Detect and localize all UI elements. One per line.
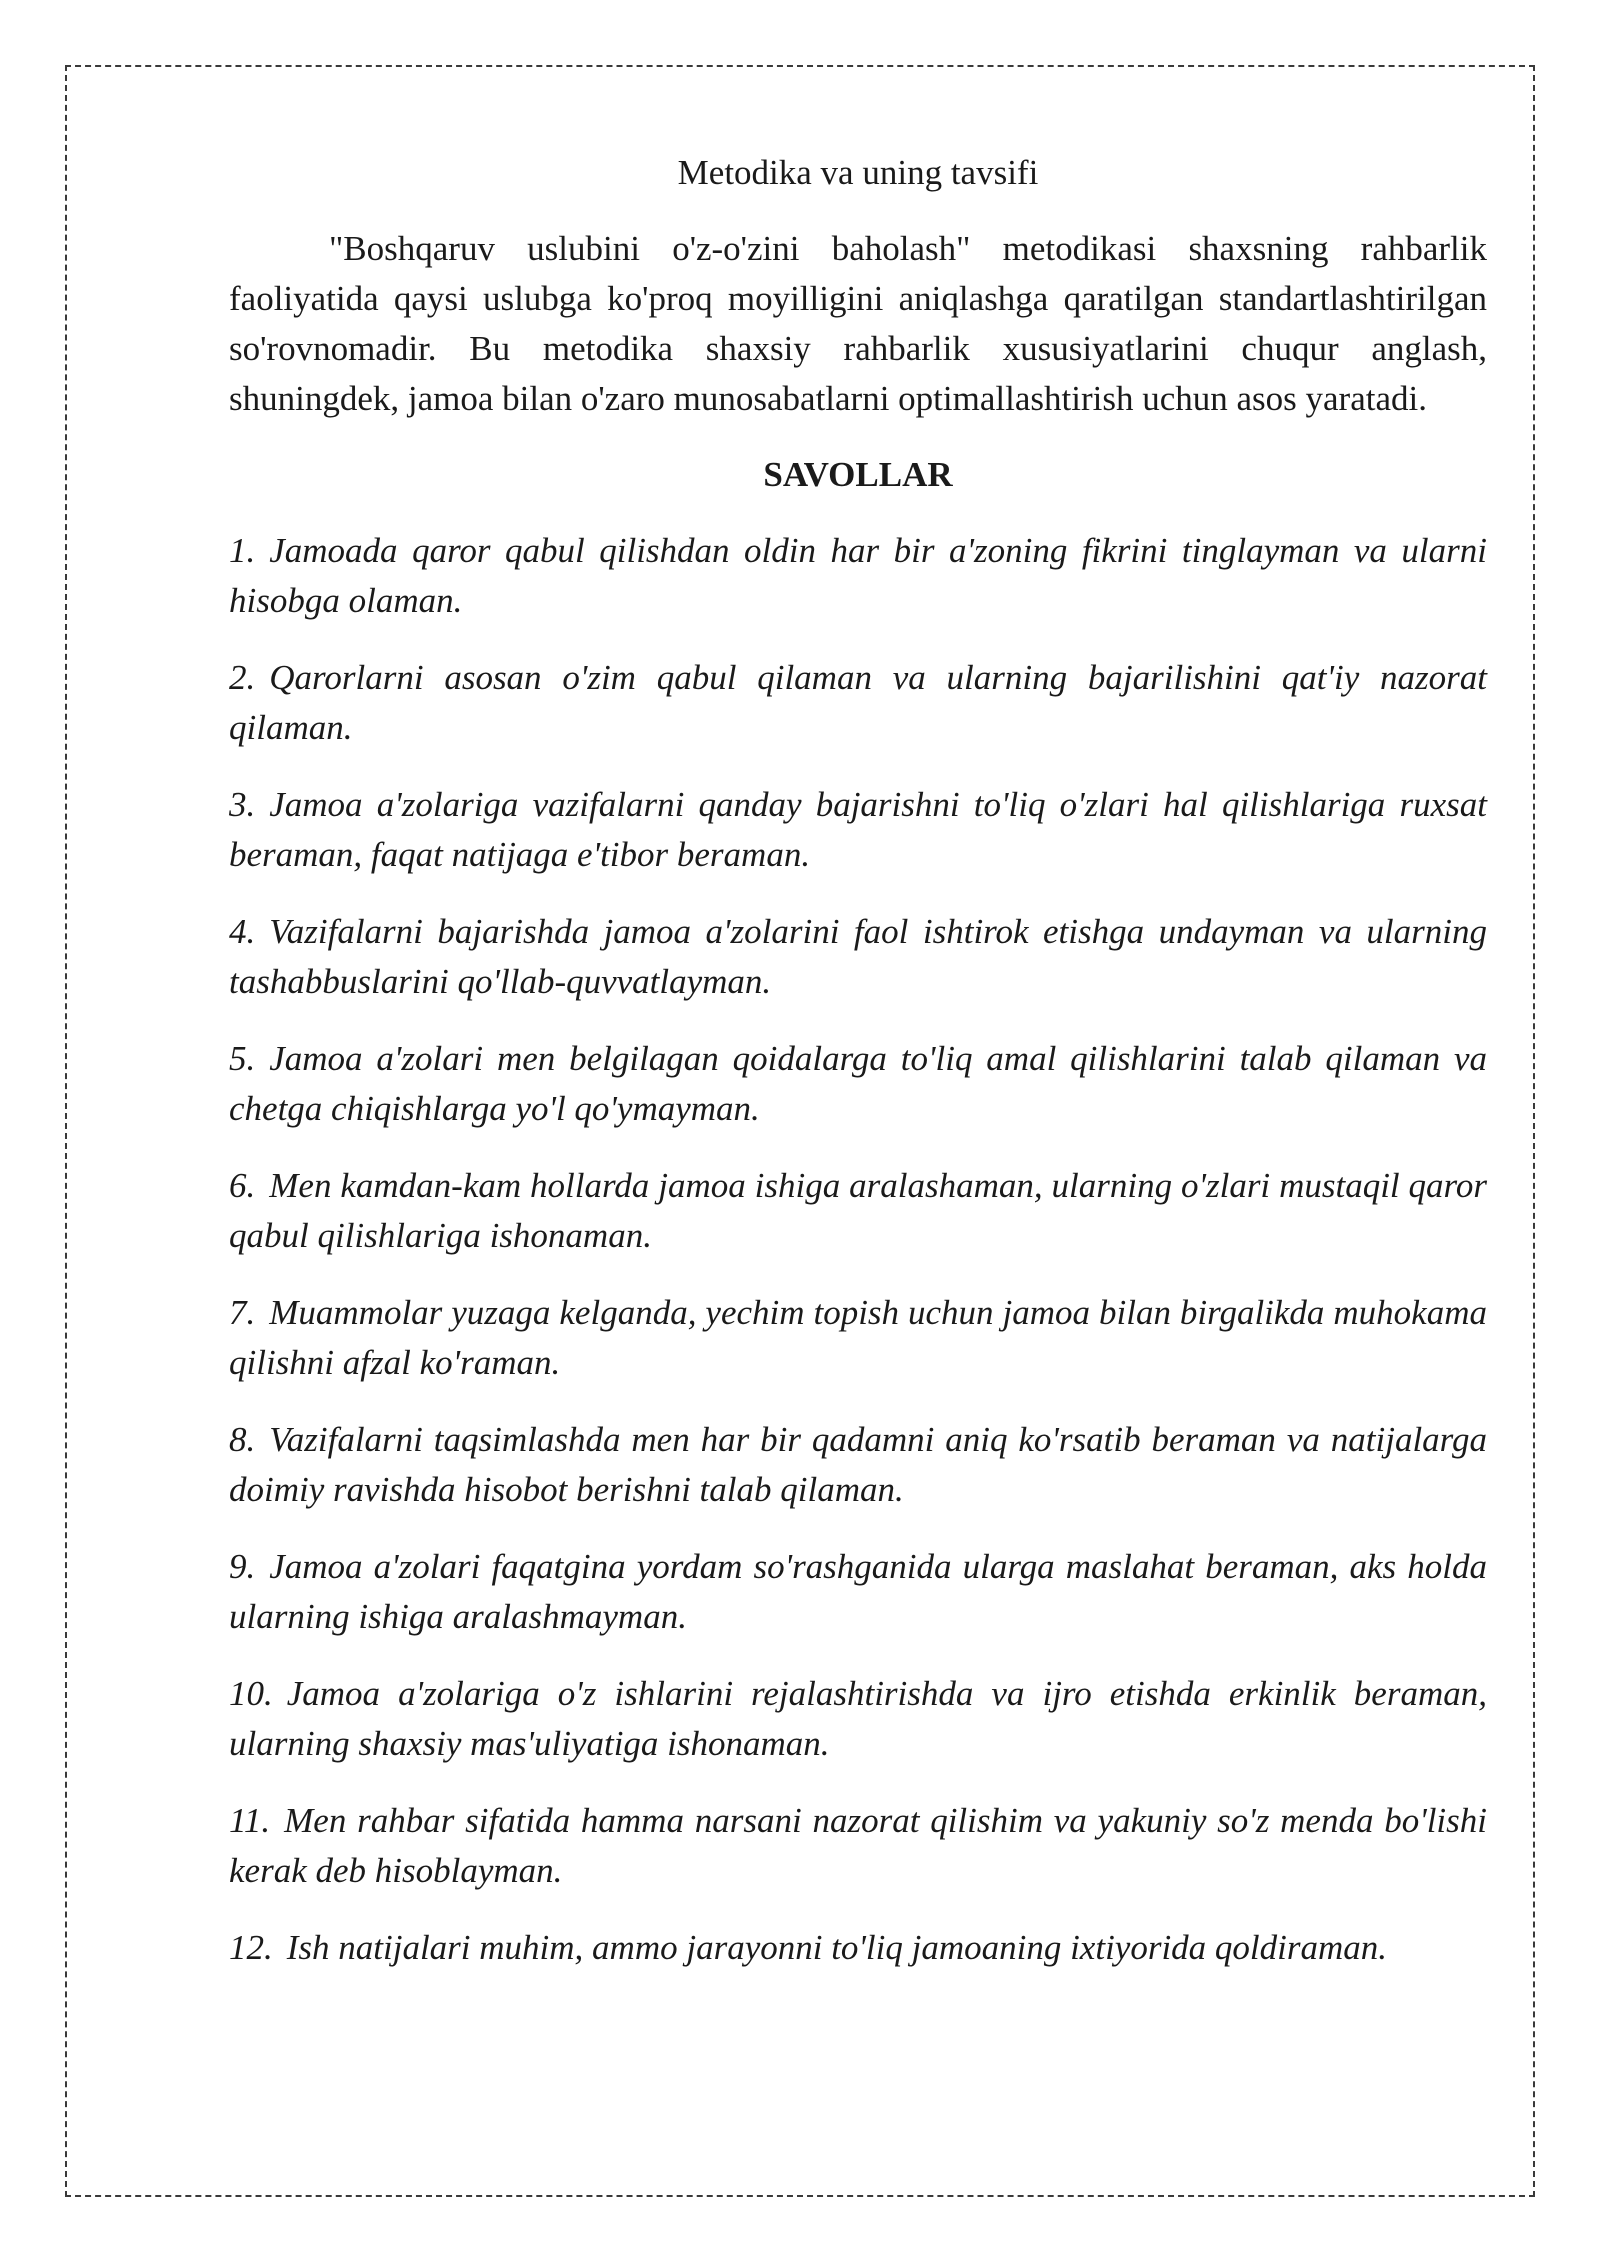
question-item bbox=[229, 1288, 1487, 1388]
question-number: 3. bbox=[229, 785, 256, 824]
question-text: Jamoada qaror qabul qilishdan oldin har bir a'zoning fikrini tinglayman va ularni hisobga olaman. bbox=[229, 531, 1487, 620]
question-item bbox=[229, 1415, 1487, 1515]
question-text: Jamoa a'zolariga vazifalarni qanday bajarishni to'liq o'zlari hal qilishlariga ruxsat beraman, faqat natijaga e'tibor beraman. bbox=[229, 785, 1487, 874]
question-text: Muammolar yuzaga kelganda, yechim topish uchun jamoa bilan birgalikda muhokama qilishni afzal ko'raman. bbox=[229, 1293, 1487, 1382]
question-number: 12. bbox=[229, 1928, 273, 1967]
question-number: 6. bbox=[229, 1166, 256, 1205]
question-item bbox=[229, 653, 1487, 753]
question-item bbox=[229, 907, 1487, 1007]
question-number: 9. bbox=[229, 1547, 256, 1586]
question-number: 10. bbox=[229, 1674, 273, 1713]
question-text: Men kamdan-kam hollarda jamoa ishiga aralashaman, ularning o'zlari mustaqil qaror qabul qilishlariga ishonaman. bbox=[229, 1166, 1487, 1255]
document-content bbox=[229, 148, 1487, 2000]
question-text: Jamoa a'zolari men belgilagan qoidalarga to'liq amal qilishlarini talab qilaman va chetga chiqishlarga yo'l qo'ymayman. bbox=[229, 1039, 1487, 1128]
question-text: Vazifalarni taqsimlashda men har bir qadamni aniq ko'rsatib beraman va natijalarga doimiy ravishda hisobot berishni talab qilaman. bbox=[229, 1420, 1487, 1509]
question-number: 8. bbox=[229, 1420, 256, 1459]
question-text: Men rahbar sifatida hamma narsani nazorat qilishim va yakuniy so'z menda bo'lishi kerak deb hisoblayman. bbox=[229, 1801, 1487, 1890]
questions-list bbox=[229, 526, 1487, 1973]
question-number: 1. bbox=[229, 531, 256, 570]
question-item bbox=[229, 780, 1487, 880]
question-item bbox=[229, 1542, 1487, 1642]
intro-paragraph: "Boshqaruv uslubini o'z-o'zini baholash" metodikasi shaxsning rahbarlik faoliyatida qaysi uslubga ko'proq moyilligini aniqlashga qaratilgan standartlashtirilgan so'rovnomadir. Bu metodika shaxsiy rahbarlik xususiyatlarini chuqur anglash, shuningdek, jamoa bilan o'zaro munosabatlarni optimallashtirish uchun asos yaratadi. bbox=[229, 229, 1487, 418]
question-item bbox=[229, 526, 1487, 626]
document-title: Metodika va uning tavsifi bbox=[677, 153, 1039, 192]
question-text: Ish natijalari muhim, ammo jarayonni to'liq jamoaning ixtiyorida qoldiraman. bbox=[286, 1928, 1388, 1967]
question-number: 4. bbox=[229, 912, 256, 951]
question-item bbox=[229, 1161, 1487, 1261]
question-text: Qarorlarni asosan o'zim qabul qilaman va ularning bajarilishini qat'iy nazorat qilaman. bbox=[229, 658, 1487, 747]
question-number: 5. bbox=[229, 1039, 256, 1078]
question-item bbox=[229, 1796, 1487, 1896]
question-item bbox=[229, 1034, 1487, 1134]
question-item bbox=[229, 1923, 1487, 1973]
question-number: 7. bbox=[229, 1293, 256, 1332]
section-heading: SAVOLLAR bbox=[763, 455, 953, 494]
question-number: 2. bbox=[229, 658, 256, 697]
question-text: Jamoa a'zolari faqatgina yordam so'rashganida ularga maslahat beraman, aks holda ularning ishiga aralashmayman. bbox=[229, 1547, 1487, 1636]
question-number: 11. bbox=[229, 1801, 271, 1840]
question-text: Jamoa a'zolariga o'z ishlarini rejalashtirishda va ijro etishda erkinlik beraman, ularning shaxsiy mas'uliyatiga ishonaman. bbox=[229, 1674, 1487, 1763]
question-text: Vazifalarni bajarishda jamoa a'zolarini faol ishtirok etishga undayman va ularning tashabbuslarini qo'llab-quvvatlayman. bbox=[229, 912, 1487, 1001]
question-item bbox=[229, 1669, 1487, 1769]
